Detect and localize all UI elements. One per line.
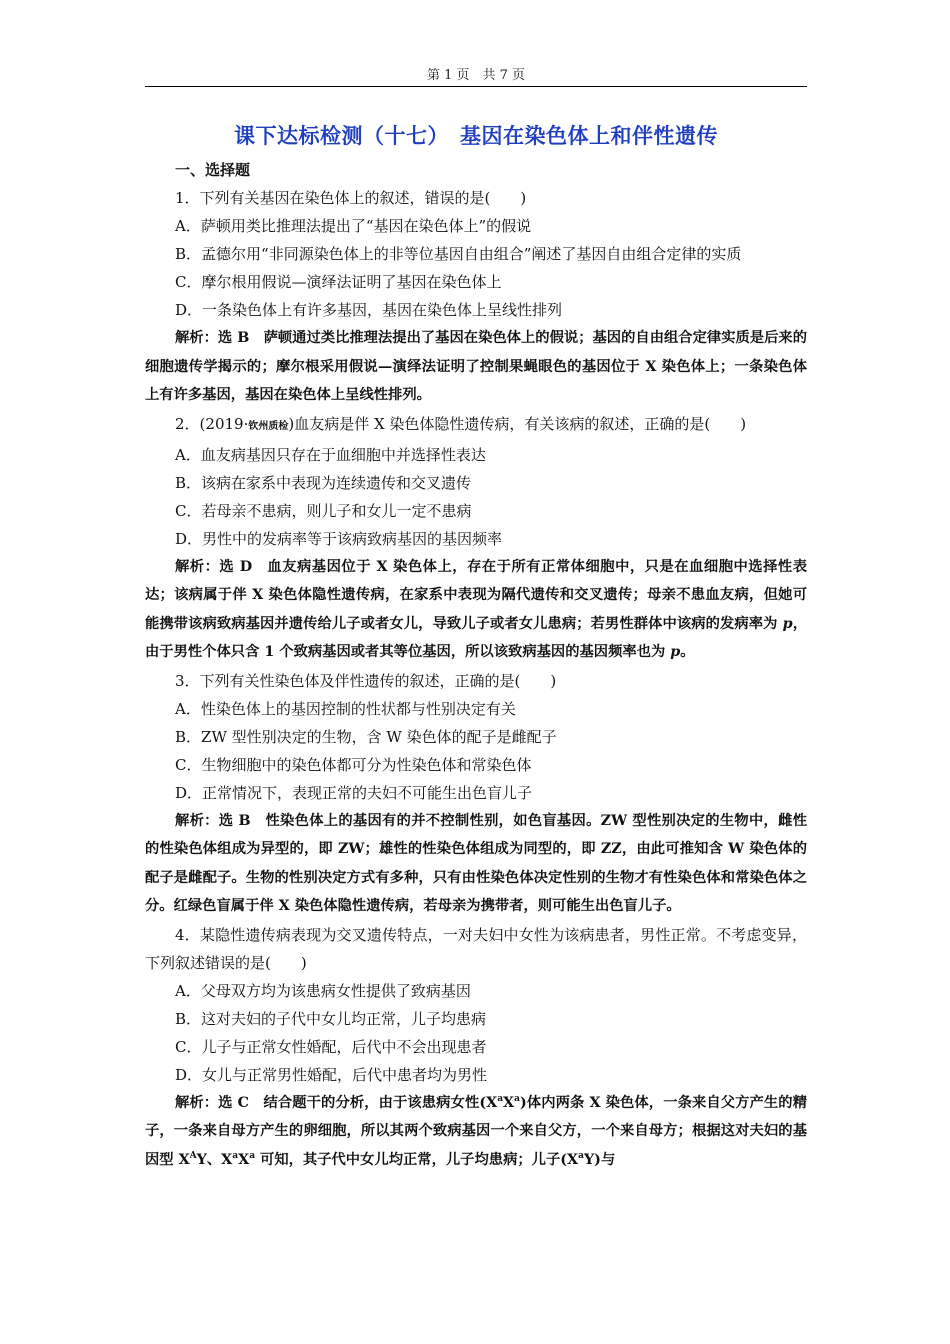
analysis-text: Y、X [196,1151,233,1168]
question-2-option-a: A．血友病基因只存在于血细胞中并选择性表达 [175,445,486,464]
analysis-text-1: 选 D 血友病基因位于 X 染色体上，存在于所有正常体细胞中，只是在血细胞中选择性表达；该病属于伴 X 染色体隐性遗传病，在家系中表现为隔代遗传和交叉遗传；母亲不患血友病，但她可能携带该病致病基因并遗传给儿子或者女儿，导致儿子或者女儿患病；若男性群体中该病的发病率为 [145,558,807,632]
question-4-option-a: A．父母双方均为该患病女性提供了致病基因 [175,981,471,1000]
variable-p: p [782,615,793,632]
allele-superscript: a [249,1150,256,1161]
question-3-stem: 3．下列有关性染色体及伴性遗传的叙述，正确的是( ) [175,671,557,690]
question-1-option-a: A．萨顿用类比推理法提出了“基因在染色体上”的假说 [175,217,532,235]
question-2-option-d: D．男性中的发病率等于该病致病基因的基因频率 [175,529,503,548]
header-rule [145,86,807,87]
question-4-option-d: D．女儿与正常男性婚配，后代中患者均为男性 [175,1065,488,1084]
question-4-analysis [145,1089,807,1175]
analysis-text: 选 C 结合题干的分析，由于该患病女性(X [218,1094,498,1111]
analysis-text: X [238,1151,250,1168]
question-3-option-d: D．正常情况下，表现正常的夫妇不可能生出色盲儿子 [175,783,533,802]
question-2-stem-text: )血友病是伴 X 染色体隐性遗传病，有关该病的叙述，正确的是( ) [288,414,747,433]
question-3-option-c: C．生物细胞中的染色体都可分为性染色体和常染色体 [175,755,532,774]
question-1-option-c: C．摩尔根用假说—演绎法证明了基因在染色体上 [175,273,502,291]
analysis-text: Y)与 [583,1151,616,1168]
analysis-label: 解析： [175,1094,219,1111]
question-1-option-b: B．孟德尔用“非同源染色体上的非等位基因自由组合”阐述了基因自由组合定律的实质 [175,245,742,263]
question-3-option-b: B．ZW 型性别决定的生物，含 W 染色体的配子是雌配子 [175,727,557,746]
analysis-text: 可知，其子代中女儿均正常，儿子均患病；儿子(X [255,1151,579,1168]
question-3-option-a: A．性染色体上的基因控制的性状都与性别决定有关 [175,699,516,718]
page-title: 课下达标检测（十七） 基因在染色体上和伴性遗传 [234,124,718,148]
variable-p: p [670,644,681,660]
analysis-label: 解析： [175,558,220,575]
question-4-stem: 4．某隐性遗传病表现为交叉遗传特点，一对夫妇中女性为该病患者，男性正常。不考虑变异，下列叙述错误的是( ) [145,925,807,972]
question-4-option-b: B．这对夫妇的子代中女儿均正常，儿子均患病 [175,1009,487,1028]
question-2-number: 2．(2019· [175,414,249,433]
allele-superscript: a [497,1093,504,1104]
question-1-analysis [145,324,807,410]
question-2-source: 钦州质检 [248,420,289,432]
section-heading: 一、选择题 [175,161,251,179]
question-4-option-c: C．儿子与正常女性婚配，后代中不会出现患者 [175,1037,487,1056]
analysis-label: 解析： [175,812,219,829]
allele-superscript: a [578,1150,584,1161]
allele-superscript: A [189,1150,197,1161]
analysis-text: X [503,1094,515,1111]
question-2-stem [145,410,807,441]
question-2-option-b: B．该病在家系中表现为连续遗传和交叉遗传 [175,473,472,492]
analysis-text-2: ，由于男性个体只含 1 个致病基因或者其等位基因，所以该致病基因的基因频率也为 [145,615,808,660]
allele-superscript: a [232,1150,239,1161]
analysis-text: 选 B 性染色体上的基因有的并不控制性别，如色盲基因。ZW 型性别决定的生物中，雌性的性染色体组成为异型的，即 ZW；雄性的性染色体组成为同型的，即 ZZ，由此可推知含 W 染色体的配子是雌配子。生物的性别决定方式有多种，只有由性染色体决定性别的生物才有性染色体和常染色体之分。红绿色盲属于伴 X 染色体隐性遗传病，若母亲为携带者，则可能生出色盲儿子。 [145,812,807,914]
allele-superscript: a [514,1093,520,1104]
question-2-analysis [145,553,807,667]
question-1-stem: 1．下列有关基因在染色体上的叙述，错误的是( ) [175,189,527,207]
page-header: 第 1 页 共 7 页 [426,68,526,83]
analysis-label: 解析： [175,330,218,346]
question-1-option-d: D．一条染色体上有许多基因，基因在染色体上呈线性排列 [175,301,563,319]
analysis-text-3: 。 [680,644,695,660]
document-body [145,156,807,1174]
question-2-option-c: C．若母亲不患病，则儿子和女儿一定不患病 [175,501,472,520]
analysis-text: 选 B 萨顿通过类比推理法提出了基因在染色体上的假说；基因的自由组合定律实质是后来的细胞遗传学揭示的；摩尔根采用假说—演绎法证明了控制果蝇眼色的基因位于 X 染色体上；一条染色体上有许多基因，基因在染色体上呈线性排列。 [145,330,807,403]
question-3-analysis [145,807,807,921]
analysis-text: )体内两条 X 染色体，一条来自父方产生的精子，一条来自母方产生的卵细胞，所以其两个致病基因一个来自父方，一个来自母方；根据这对夫妇的基因型 X [145,1094,807,1168]
